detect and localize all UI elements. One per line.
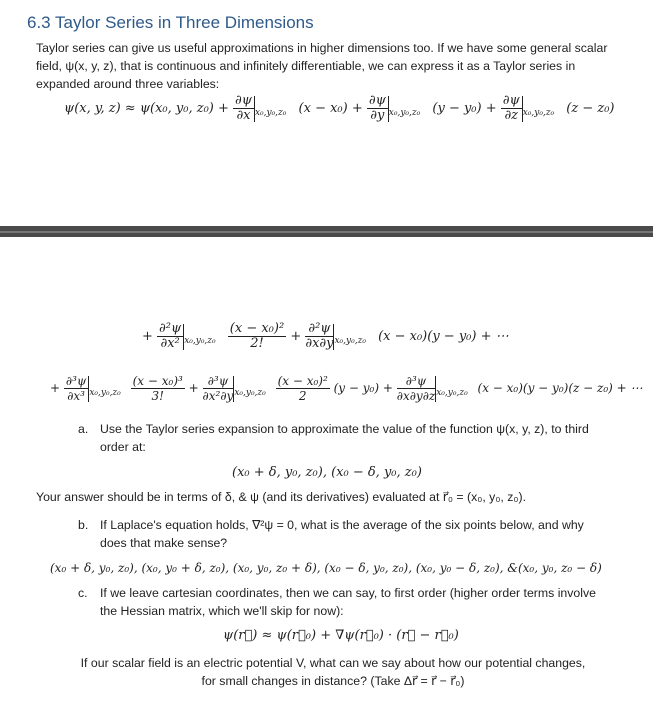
question-c-marker: c. — [78, 586, 88, 600]
question-b-text: If Laplace's equation holds, ∇²ψ = 0, what is the average of the six points below, and why does that make sense? — [100, 518, 584, 550]
taylor-equation-first-order: ψ(x, y, z) ≈ ψ(x₀, y₀, z₀) + $\frac{\partial\psi}{\partial x}$ $_{x_0,y_0,z_0}$ (x − x₀) + $\frac{\partial\psi}{\partial y}$ $_{x_0,y_0,z_0}$ (y − y₀) + $\frac{\partial\psi}{\partial z}$ $_{x_0,y_0,z_0}$ (z − z₀) — [64, 93, 615, 123]
taylor-equation-second-order: + $\frac{\text{∂²ψ}}{\text{∂x²}}$ $_{x_0,y_0,z_0}$ $\frac{\text{(x − x₀)²}}{2!}$ + $\frac{\text{∂²ψ}}{\partial x\partial y}$ $_{x_0,y_0,z_0}$ (x − x₀)(y − y₀) + ⋯ — [142, 321, 509, 351]
section-divider-line — [0, 231, 653, 233]
question-a-marker: a. — [78, 422, 89, 436]
taylor-equation-third-order: + $\frac{\text{∂³ψ}}{\text{∂x³}}$ $_{x_0,y_0,z_0}$ $\frac{\text{(x − x₀)³}}{3!}$ + $\frac{\text{∂³ψ}}{\text{∂x²∂y}}$ $_{x_0,y_0,z_0}$ $\frac{\text{(x − x₀)²}}{2}$ (y − y₀) + $\frac{\text{∂³ψ}}{\partial x\partial y\partial z}$ $_{x_0,y_0,z_0}$ (x − x₀)(y − y₀)(z − z₀) + ⋯ — [50, 374, 643, 403]
question-a-text: Use the Taylor series expansion to approximate the value of the function ψ(x, y, z), to third order at: — [100, 422, 589, 454]
partial-y: $\frac{\partial\psi}{\partial y}$ — [368, 93, 386, 123]
question-c-equation: ψ(r⃗) ≈ ψ(r⃗₀) + ∇ψ(r⃗₀) · (r⃗ − r⃗₀) — [223, 628, 459, 643]
question-c-followup: If our scalar field is an electric potential V, what can we say about how our potential changes, for small changes in distance? (Take Δr⃗ = r⃗ − r⃗₀) — [80, 656, 586, 688]
eq1-lhs: ψ(x, y, z) ≈ ψ(x₀, y₀, z₀) + — [64, 101, 229, 116]
question-c-text: If we leave cartesian coordinates, then we can say, to first order (higher order terms involve the Hessian matrix, which we'll skip for now): — [100, 586, 596, 618]
question-a-points: (x₀ + δ, y₀, z₀), (x₀ − δ, y₀, z₀) — [232, 465, 422, 480]
partial-z: $\frac{\partial\psi}{\partial z}$ — [502, 93, 520, 123]
page-title: 6.3 Taylor Series in Three Dimensions — [27, 13, 314, 32]
question-a-answer-note: Your answer should be in terms of δ, & ψ (and its derivatives) evaluated at r⃗₀ = (x₀, y₀, z₀). — [36, 490, 527, 504]
partial-x: $\frac{\partial\psi}{\partial x}$ — [235, 93, 252, 123]
question-b-marker: b. — [78, 518, 89, 532]
question-b-points: (x₀ + δ, y₀, z₀), (x₀, y₀ + δ, z₀), (x₀, y₀, z₀ + δ), (x₀ − δ, y₀, z₀), (x₀, y₀ − δ, z₀), &(x₀, y₀, z₀ − δ) — [50, 561, 602, 575]
intro-paragraph: Taylor series can give us useful approximations in higher dimensions too. If we have some general scalar field, ψ(x, y, z), that is continuous and infinitely differentiable, we can express it as a Taylor series in expanded around three variables: — [36, 41, 608, 91]
